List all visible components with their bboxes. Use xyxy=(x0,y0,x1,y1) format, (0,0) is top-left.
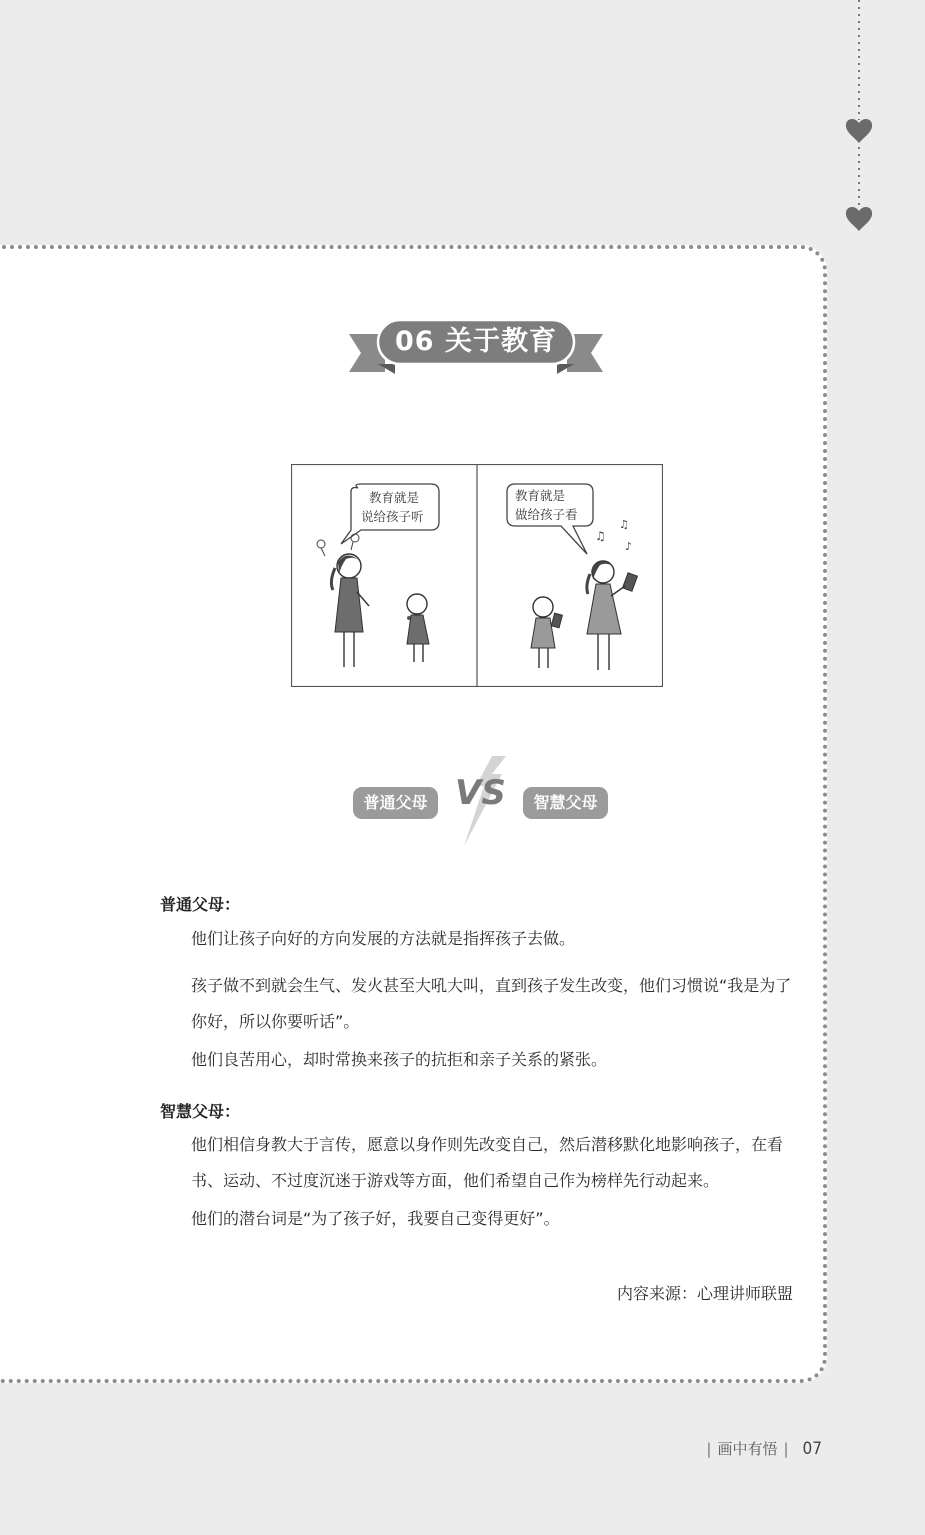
svg-text:♫: ♫ xyxy=(619,518,629,531)
svg-text:♫: ♫ xyxy=(595,529,606,543)
comic-illustration xyxy=(291,464,663,687)
normal-parents-paragraph-3: 他们良苦用心，却时常换来孩子的抗拒和亲子关系的紧张。 xyxy=(191,1050,608,1069)
hanging-hearts-decoration xyxy=(836,0,886,245)
page-title: 06 关于教育 xyxy=(395,326,557,357)
heart-icon xyxy=(846,207,872,231)
svg-text:♪: ♪ xyxy=(625,540,633,553)
right-bubble-line-1: 教育就是 xyxy=(515,488,566,503)
normal-parents-label: 普通父母 xyxy=(353,787,438,819)
normal-parents-paragraph-1: 他们让孩子向好的方向发展的方法就是指挥孩子去做。 xyxy=(191,929,576,948)
normal-parents-paragraph-2: 孩子做不到就会生气、发火甚至大吼大叫，直到孩子发生改变，他们习惯说“我是为了你好，所以你要听话”。 xyxy=(191,976,792,1031)
vs-icon xyxy=(452,756,508,846)
content-source: 内容来源：心理讲师联盟 xyxy=(616,1284,793,1303)
right-bubble-line-2: 做给孩子看 xyxy=(515,507,578,522)
wise-parents-paragraph-2: 他们的潜台词是“为了孩子好，我要自己变得更好”。 xyxy=(191,1209,560,1228)
wise-parents-heading: 智慧父母： xyxy=(160,1102,241,1121)
wise-parents-label: 智慧父母 xyxy=(523,787,608,819)
left-bubble-line-2: 说给孩子听 xyxy=(361,509,424,524)
page-number: 07 xyxy=(802,1439,822,1459)
normal-parents-heading: 普通父母： xyxy=(160,895,241,914)
heart-icon xyxy=(846,119,872,143)
left-bubble-line-1: 教育就是 xyxy=(369,490,420,505)
book-title: 画中有悟 xyxy=(717,1440,778,1458)
wise-parents-paragraph-1: 他们相信身教大于言传，愿意以身作则先改变自己，然后潜移默化地影响孩子，在看书、运动、不过度沉迷于游戏等方面，他们希望自己作为榜样先行动起来。 xyxy=(191,1135,784,1190)
page-footer: | 画中有悟 | 07 xyxy=(706,1439,822,1459)
vs-text: VS xyxy=(455,773,506,813)
